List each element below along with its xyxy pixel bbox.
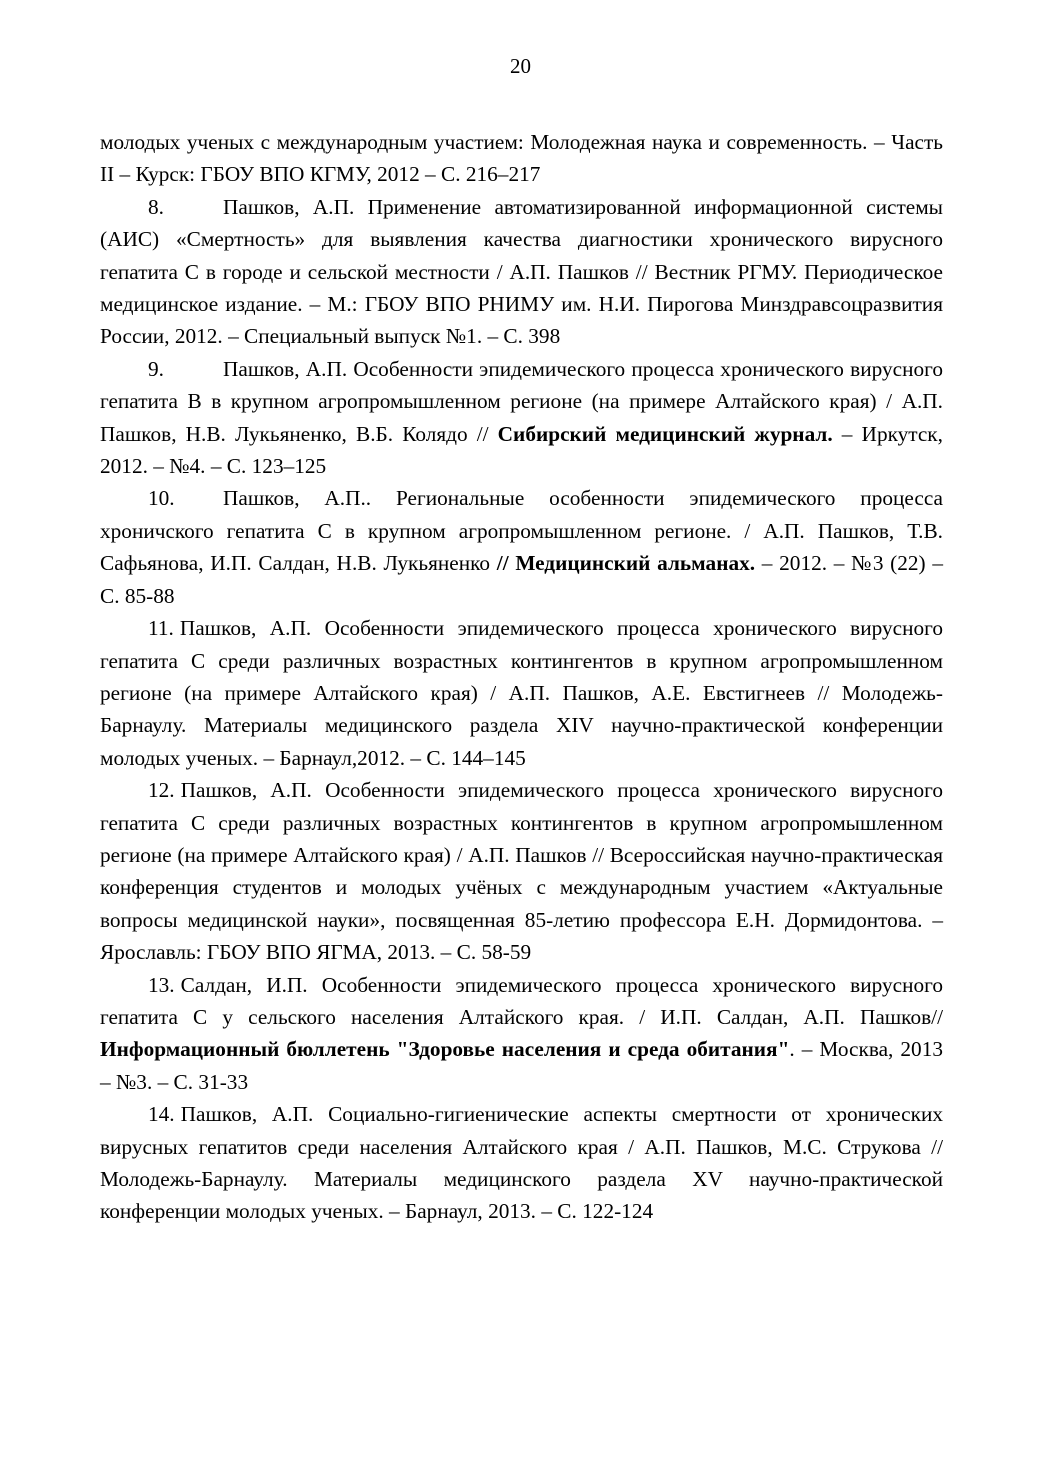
reference-number: 10. <box>148 486 175 511</box>
reference-text: Пашков, А.П. Особенности эпидемического процесса хронического вирусного гепатита С среди различных возрастных контингентов в крупном агропромышленном регионе (на примере Алтайского края) / А.П. Пашков // Всероссийская научно-практическая конференция студентов и молодых учёных с международным участием «Актуальные вопросы медицинской науки», посвященная 85-летию профессора Е.Н. Дормидонтова. – Ярославль: ГБОУ ВПО ЯГМА, 2013. – С. 58-59 <box>100 778 943 965</box>
reference-text: молодых ученых с международным участием: Молодежная наука и современность. – Часть II – Курск: ГБОУ ВПО КГМУ, 2012 – С. 216–217 <box>100 130 943 187</box>
list-item <box>100 353 943 483</box>
reference-number: 14. <box>148 1102 175 1127</box>
journal-title: // Медицинский альманах. <box>496 551 756 576</box>
journal-title: Сибирский медицинский журнал. <box>497 421 833 446</box>
reference-text: Пашков, А.П. Социально-гигиенические аспекты смертности от хронических вирусных гепатитов среди населения Алтайского края / А.П. Пашков, М.С. Струкова // Молодежь-Барнаулу. Материалы медицинского раздела XV научно-практической конференции молодых ученых. – Барнаул, 2013. – С. 122-124 <box>100 1102 943 1224</box>
reference-text: Пашков, А.П. Особенности эпидемического процесса хронического вирусного гепатита С среди различных возрастных контингентов в крупном агропромышленном регионе (на примере Алтайского края) / А.П. Пашков, А.Е. Евстигнеев // Молодежь-Барнаулу. Материалы медицинского раздела XIV научно-практической конференции молодых ученых. – Барнаул,2012. – С. 144–145 <box>100 616 943 770</box>
reference-text: – Иркутск, 2012. – №4. – С. 123–125 <box>100 421 943 479</box>
list-item <box>100 774 943 968</box>
reference-number: 8. <box>148 194 164 219</box>
reference-text: Пашков, А.П. Особенности эпидемического процесса хронического вирусного гепатита В в крупном агропромышленном регионе (на примере Алтайского края) / А.П. Пашков, Н.В. Лукьяненко, В.Б. Колядо // <box>100 356 943 446</box>
reference-text: Салдан, И.П. Особенности эпидемического процесса хронического вирусного гепатита С у сельского населения Алтайского края. / И.П. Салдан, А.П. Пашков// <box>100 972 943 1029</box>
reference-text: Пашков, А.П.. Региональные особенности эпидемического процесса хроничского гепатита С в крупном агропромышленном регионе. / А.П. Пашков, Т.В. Сафьянова, И.П. Салдан, Н.В. Лукьяненко <box>100 486 943 576</box>
list-item <box>100 191 943 353</box>
reference-number: 9. <box>148 356 164 381</box>
list-item <box>100 1098 943 1228</box>
list-item <box>100 969 943 1099</box>
list-item <box>100 126 943 191</box>
reference-text: Пашков, А.П. Применение автоматизированной информационной системы (АИС) «Смертность» для выявления качества диагностики хронического вирусного гепатита С в городе и сельской местности / А.П. Пашков // Вестник РГМУ. Периодическое медицинское издание. – М.: ГБОУ ВПО РНИМУ им. Н.И. Пирогова Минздравсоцразвития России, 2012. – Специальный выпуск №1. – С. 398 <box>100 194 943 349</box>
reference-number: 13. <box>148 972 175 997</box>
reference-number: 12. <box>148 778 175 803</box>
reference-list <box>100 126 943 1228</box>
list-item <box>100 482 943 612</box>
reference-number: 11. <box>148 616 174 641</box>
reference-text: – 2012. – №3 (22) – С. 85-88 <box>100 551 943 608</box>
reference-text: . – Москва, 2013 – №3. – С. 31-33 <box>100 1037 943 1094</box>
journal-title: Информационный бюллетень "Здоровье населения и среда обитания" <box>100 1037 790 1062</box>
page-number: 20 <box>510 54 531 78</box>
list-item <box>100 612 943 774</box>
